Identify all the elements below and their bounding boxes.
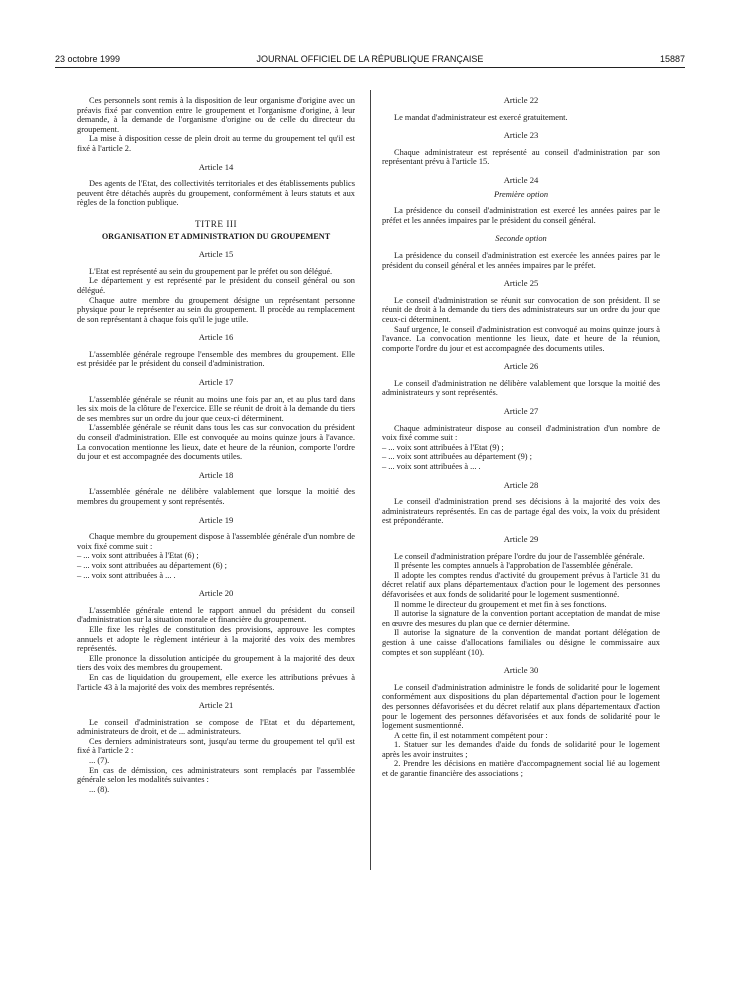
left-column — [77, 96, 355, 794]
paragraph: Il autorise la signature de la convention portant acceptation de mandat de mise en œuvre des mesures du plan que ce dernier détermine. — [382, 609, 660, 628]
paragraph: En cas de liquidation du groupement, elle exerce les attributions prévues à l'article 43 à la majorité des voix des membres représentés. — [77, 672, 355, 692]
paragraph: 1. Statuer sur les demandes d'aide du fonds de solidarité pour le logement après les avoir instruites ; — [382, 740, 660, 759]
paragraph: L'assemblée générale se réunit au moins une fois par an, et au plus tard dans les six mois de la clôture de l'exercice. Elle se réunit de droit à la demande du tiers de ses membres sur un ordre du jour que ceux-ci déterminent. — [77, 394, 355, 423]
list-item: – ... voix sont attribuées au département (6) ; — [77, 560, 228, 570]
article-25-heading: Article 25 — [503, 278, 539, 289]
paragraph: L'assemblée générale regroupe l'ensemble des membres du groupement. Elle est présidée par le président du conseil d'administration. — [77, 349, 355, 369]
paragraph: Il adopte les comptes rendus d'activité du groupement prévus à l'article 31 du décret relatif aux plans départementaux d'action pour le logement des personnes défavorisées et aux fonds de solidarité pour le logement susmentionné. — [382, 570, 660, 599]
paragraph: Chaque autre membre du groupement désigne un représentant personne physique pour le représenter au sein du groupement. Il procède au remplacement de son représentant à chaque fois qu'il le juge utile. — [77, 295, 355, 324]
paragraph: En cas de démission, ces administrateurs sont remplacés par l'assemblée générale selon les modalités suivantes : — [77, 765, 355, 785]
list-item: – ... voix sont attribuées à ... . — [382, 462, 481, 472]
list-item: – ... voix sont attribuées à ... . — [77, 570, 176, 580]
paragraph: Le conseil d'administration ne délibère valablement que lorsque la moitié des administrateurs y sont représentés. — [382, 378, 660, 398]
article-20-heading: Article 20 — [198, 588, 234, 599]
paragraph: Le conseil d'administration prépare l'ordre du jour de l'assemblée générale. — [394, 551, 645, 561]
header-rule — [55, 67, 685, 68]
list-item: – ... voix sont attribuées à l'Etat (6) ; — [77, 551, 199, 561]
option-1-label: Première option — [493, 189, 549, 199]
issue-date: 23 octobre 1999 — [55, 54, 121, 64]
right-column — [382, 96, 660, 779]
list-item: – ... voix sont attribuées au département (9) ; — [382, 452, 533, 462]
paragraph: Le département y est représenté par le président du conseil général ou son délégué. — [77, 276, 355, 295]
article-30-heading: Article 30 — [503, 665, 539, 676]
article-27-heading: Article 27 — [503, 406, 539, 417]
page-header — [55, 54, 685, 68]
paragraph: Le mandat d'administrateur est exercé gratuitement. — [394, 112, 568, 122]
article-18-heading: Article 18 — [198, 469, 234, 480]
paragraph: La mise à disposition cesse de plein droit au terme du groupement tel qu'il est fixé à l'article 2. — [77, 134, 355, 153]
paragraph: ... (8). — [89, 784, 110, 794]
paragraph: Il autorise la signature de la convention de mandat portant délégation de gestion à une caisse d'allocations familiales ou désigne le commissaire aux comptes et son suppléant (10). — [382, 628, 660, 657]
paragraph: L'assemblée générale ne délibère valablement que lorsque la moitié des membres du groupement y sont représentés. — [77, 487, 355, 506]
paragraph: L'Etat est représenté au sein du groupement par le préfet ou son délégué. — [89, 266, 333, 276]
journal-title: JOURNAL OFFICIEL DE LA RÉPUBLIQUE FRANÇAISE — [256, 54, 484, 64]
paragraph: Des agents de l'Etat, des collectivités territoriales et des établissements publics peuvent être détachés auprès du groupement, conformément à leurs statuts et aux règles de la fonction publique. — [77, 179, 355, 208]
paragraph: Elle prononce la dissolution anticipée du groupement à la majorité des deux tiers des voix des membres du groupement. — [77, 653, 355, 673]
paragraph: A cette fin, il est notamment compétent pour : — [394, 730, 548, 740]
article-14-heading: Article 14 — [198, 161, 234, 172]
article-17-heading: Article 17 — [198, 377, 234, 388]
paragraph: Il présente les comptes annuels à l'approbation de l'assemblée générale. — [394, 561, 633, 571]
article-19-heading: Article 19 — [198, 514, 234, 525]
titre-heading: TITRE III — [195, 218, 237, 229]
paragraph: 2. Prendre les décisions en matière d'accompagnement social lié au logement et de garantie financière des associations ; — [382, 759, 660, 779]
paragraph: Chaque administrateur est représenté au conseil d'administration par son représentant prévu à l'article 15. — [382, 147, 660, 167]
paragraph: Le conseil d'administration prend ses décisions à la majorité des voix des administrateurs représentés. En cas de partage égal des voix, la voix du président est prépondérante. — [382, 497, 660, 526]
intro-section — [77, 96, 355, 154]
article-28-heading: Article 28 — [503, 479, 539, 490]
paragraph: Le conseil d'administration administre le fonds de solidarité pour le logement conformément aux dispositions du plan départemental d'action pour le logement des personnes défavorisées et du décret relatif aux plans départementaux d'action pour le logement des personnes défavorisées et aux fonds de solidarité pour le logement susmentionné. — [382, 682, 660, 731]
page-number: 15887 — [659, 54, 685, 64]
paragraph: Chaque administrateur dispose au conseil d'administration d'un nombre de voix fixé comme suit : — [382, 423, 660, 443]
article-29-heading: Article 29 — [503, 534, 539, 544]
paragraph: Ces personnels sont remis à la disposition de leur organisme d'origine avec un préavis fixé par convention entre le groupement et l'organisme d'origine, à leur demande, à la demande de l'organisme d'origine ou de celle du directeur du groupement. — [77, 96, 355, 134]
article-16-heading: Article 16 — [198, 332, 234, 343]
titre-subheading: ORGANISATION ET ADMINISTRATION DU GROUPEMENT — [101, 231, 331, 241]
article-15-heading: Article 15 — [198, 249, 234, 260]
paragraph: La présidence du conseil d'administration est exercé les années paires par le préfet et les années impaires par le président du conseil général. — [382, 206, 660, 225]
article-24-heading: Article 24 — [503, 174, 539, 185]
article-23-heading: Article 23 — [503, 130, 539, 141]
article-22-heading: Article 22 — [503, 95, 539, 105]
paragraph: Sauf urgence, le conseil d'administration est convoqué au moins quinze jours à l'avance. La convocation mentionne les lieux, date et heure de la réunion, comporte l'ordre du jour et est accompagnée des documents utiles. — [382, 324, 660, 353]
paragraph: ... (7). — [89, 756, 110, 766]
paragraph: L'assemblée générale entend le rapport annuel du président du conseil d'administration sur la situation morale et financière du groupement. — [77, 605, 355, 625]
article-21-heading: Article 21 — [198, 700, 234, 711]
paragraph: La présidence du conseil d'administration est exercée les années paires par le président du conseil général et les années impaires par le préfet. — [382, 250, 660, 270]
column-divider — [370, 90, 371, 870]
paragraph: Le conseil d'administration se compose de l'Etat et du département, administrateurs de droit, et de ... administrateurs. — [77, 717, 355, 737]
paragraph: Elle fixe les règles de constitution des provisions, approuve les comptes annuels et adopte le règlement intérieur à la majorité des voix des membres représentés. — [77, 624, 355, 654]
paragraph: Il nomme le directeur du groupement et met fin à ses fonctions. — [394, 599, 607, 609]
paragraph: Chaque membre du groupement dispose à l'assemblée générale d'un nombre de voix fixé comme suit : — [77, 532, 355, 551]
paragraph: Ces derniers administrateurs sont, jusqu'au terme du groupement tel qu'il est fixé à l'article 2 : — [77, 736, 355, 756]
list-item: – ... voix sont attribuées à l'Etat (9) ; — [382, 442, 504, 452]
option-2-label: Seconde option — [495, 234, 547, 244]
article-26-heading: Article 26 — [503, 361, 539, 372]
paragraph: Le conseil d'administration se réunit sur convocation de son président. Il se réunit de droit à la demande du tiers des administrateurs sur un ordre du jour que ceux-ci déterminent. — [382, 295, 660, 324]
paragraph: L'assemblée générale se réunit dans tous les cas sur convocation du président du conseil d'administration. Elle est convoquée au moins quinze jours à l'avance. La convocation mentionne les lieux, date et heure de la réunion, comporte l'ordre du jour et est accompagnée des documents utiles. — [77, 423, 355, 462]
